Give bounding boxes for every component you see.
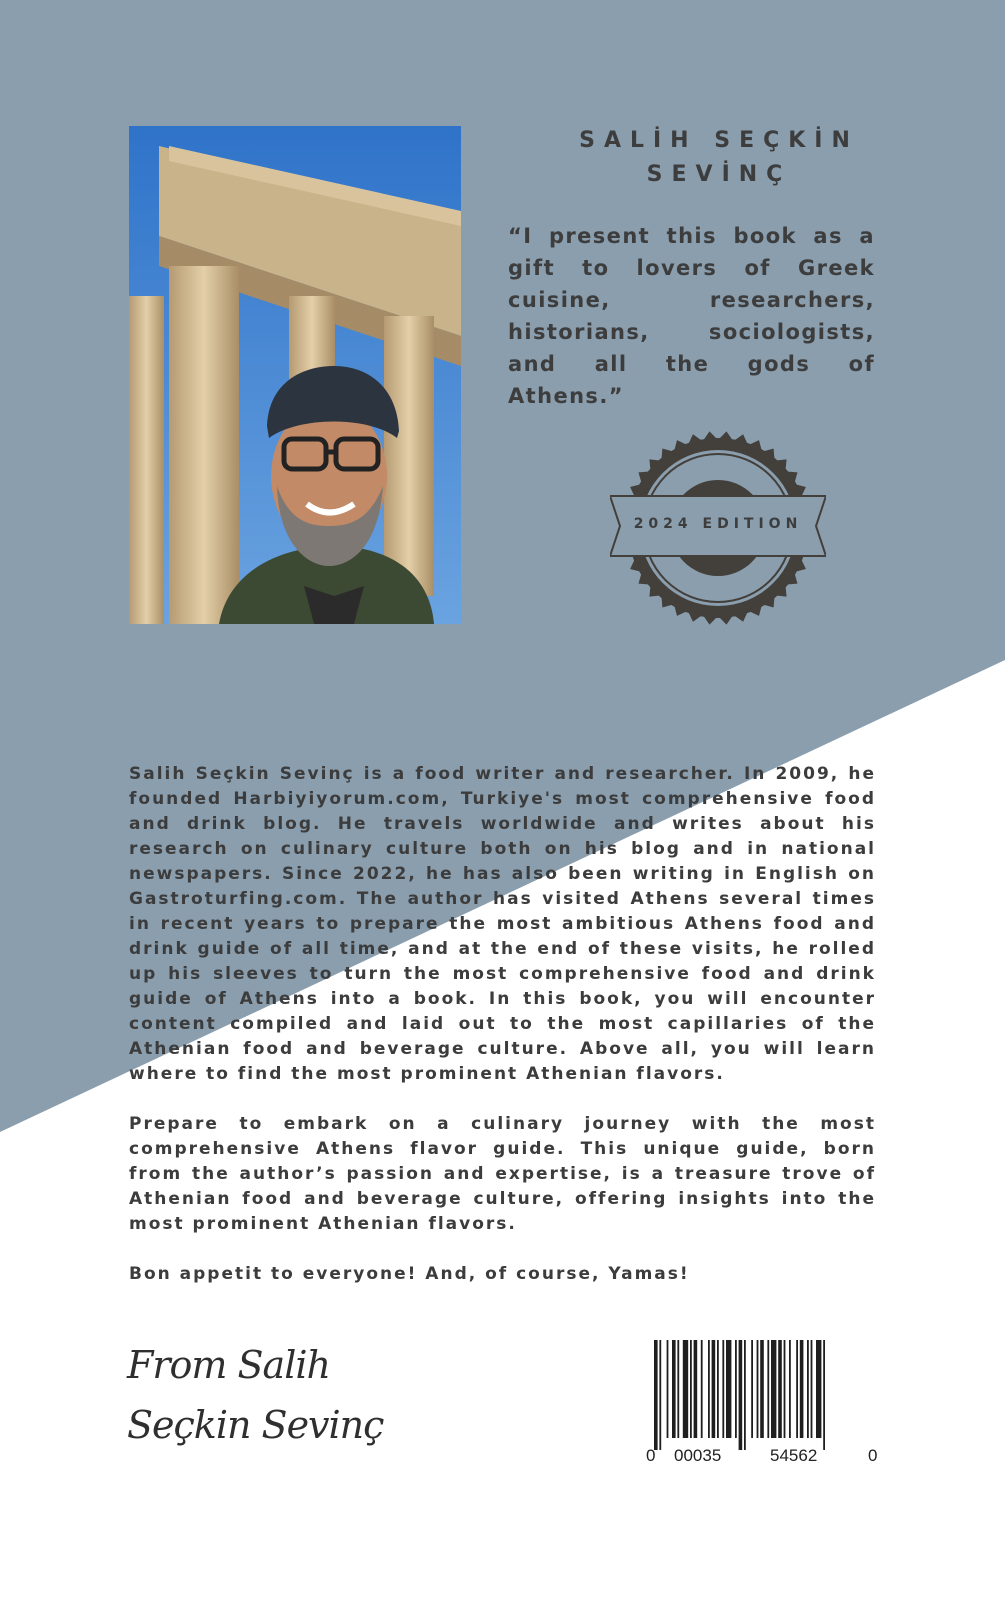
- author-quote: “I present this book as a gift to lovers of Greek cuisine, researchers, historians, sociologists, and all the gods of Athens.”: [508, 224, 875, 408]
- handwritten-signature: [127, 1335, 387, 1455]
- barcode: [646, 1340, 880, 1470]
- barcode-digit-trail: 0: [868, 1446, 878, 1465]
- author-name-heading: SALİH SEÇKİN SEVİNÇ: [579, 128, 859, 187]
- bio-paragraph: Salih Seçkin Sevinç is a food writer and researcher. In 2009, he founded Harbiyiyorum.com, Turkiye's most comprehensive food and drink blog. He travels worldwide and writes about his research on culinary culture both on his blog and in national newspapers. Since 2022, he has also been writing in English on Gastroturfing.com. The author has visited Athens several times in recent years to prepare the most ambitious Athens food and drink guide of all time, and at the end of these visits, he rolled up his sleeves to turn the most comprehensive food and drink guide of Athens into a book. In this book, you will encounter content compiled and laid out to the most capillaries of the Athenian food and beverage culture. Above all, you will learn where to find the most prominent Athenian flavors.: [129, 764, 876, 1084]
- barcode-digit-lead: 0: [646, 1446, 656, 1465]
- signature-line: Seçkin Sevinç: [127, 1403, 384, 1447]
- bio-paragraph: Prepare to embark on a culinary journey with the most comprehensive Athens flavor guide. This unique guide, born from the author’s passion and expertise, is a treasure trove of Athenian food and beverage culture, offering insights into the most prominent Athenian flavors.: [129, 1114, 876, 1234]
- edition-badge: [610, 430, 826, 626]
- author-biography: [129, 762, 876, 1312]
- edition-label: 2024 EDITION: [633, 516, 803, 532]
- author-photo: [129, 126, 461, 624]
- bio-paragraph: Bon appetit to everyone! And, of course, Yamas!: [129, 1264, 690, 1284]
- barcode-digit-group: 54562: [770, 1446, 818, 1465]
- barcode-digit-group: 00035: [674, 1446, 722, 1465]
- signature-line: From Salih: [127, 1343, 330, 1387]
- barcode-bars-icon: [646, 1340, 880, 1450]
